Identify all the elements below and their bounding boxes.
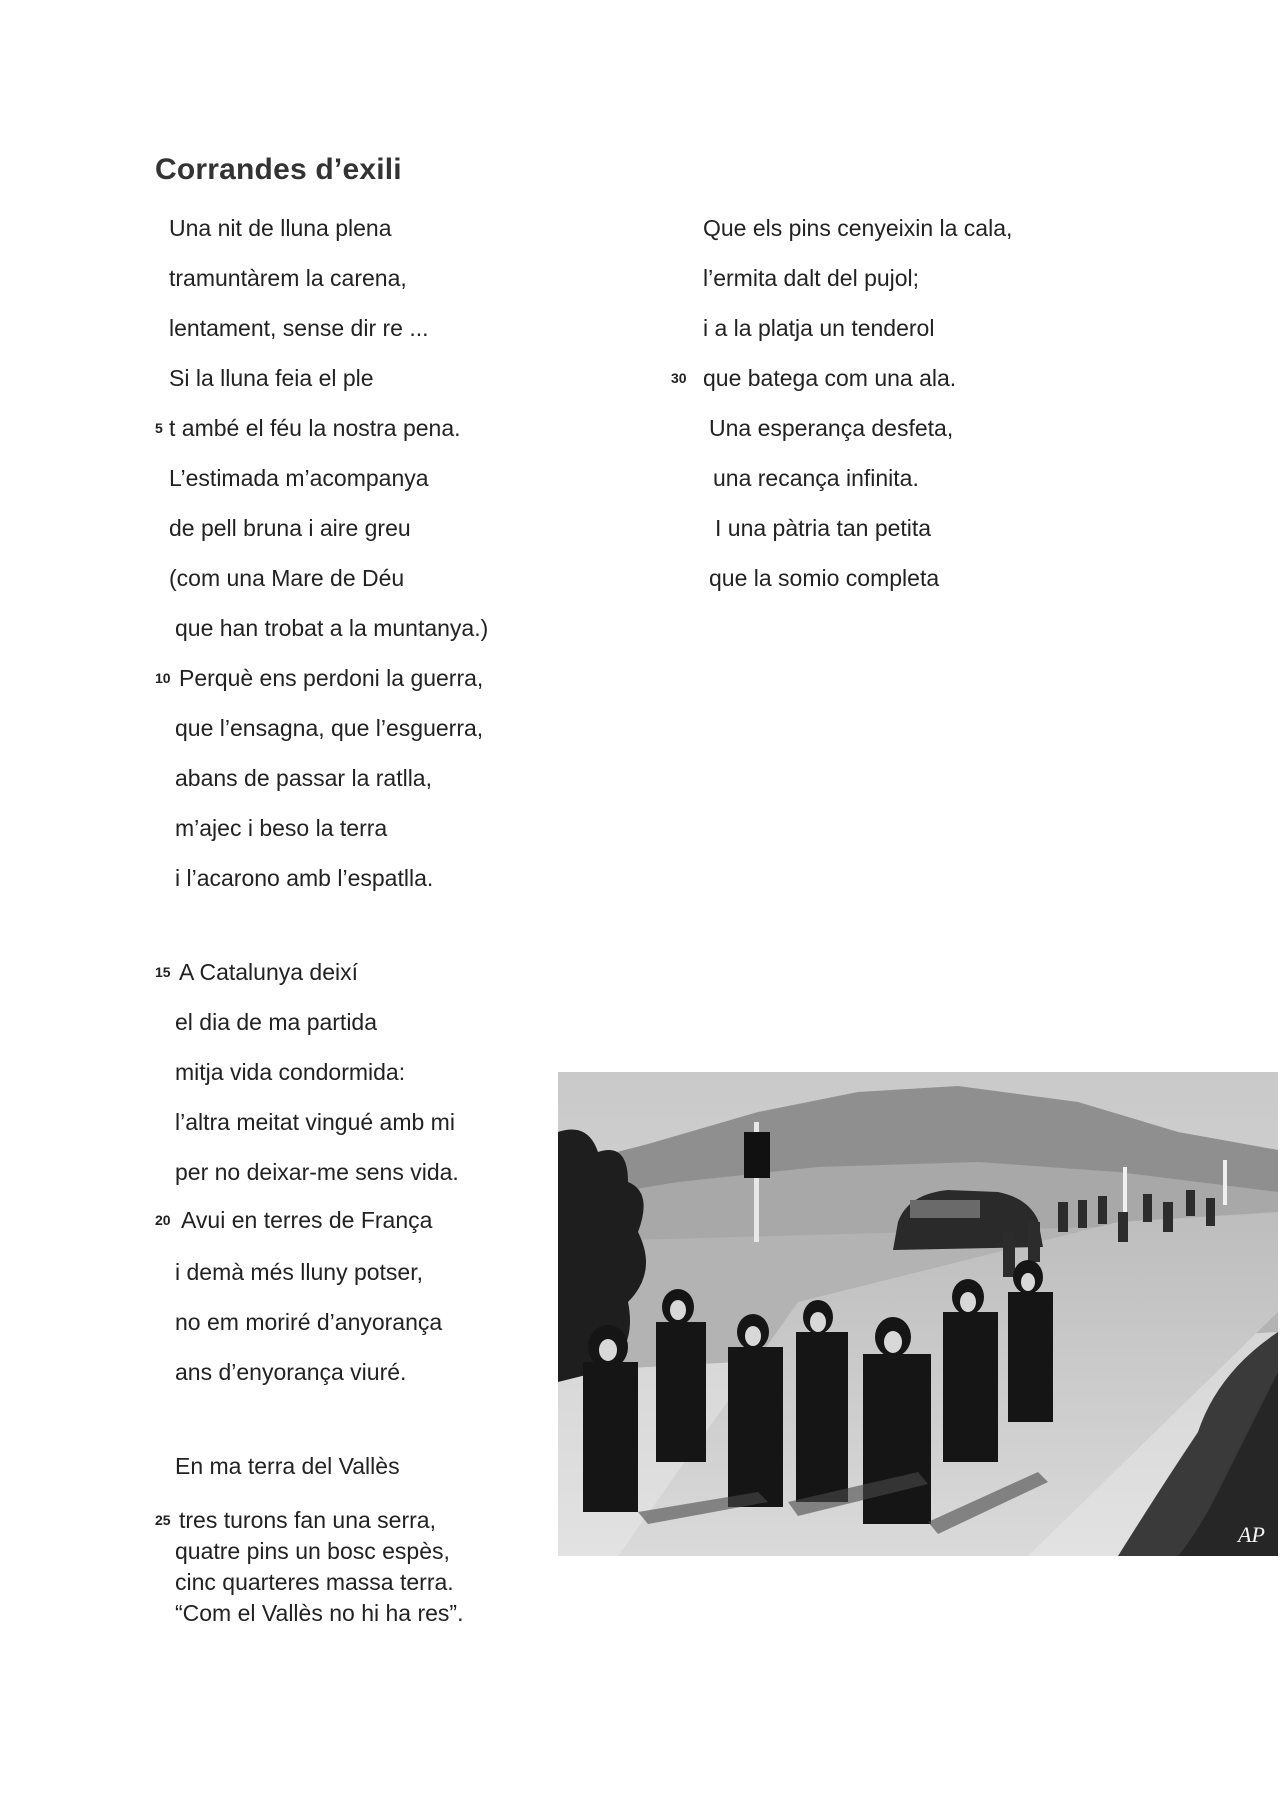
poem-line: l’altra meitat vingué amb mi (175, 1109, 455, 1135)
poem-line: que batega com una ala. (703, 365, 957, 391)
poem-line: Una esperança desfeta, (709, 415, 954, 441)
poem-line: I una pàtria tan petita (715, 515, 932, 541)
line-number: 25 (155, 1512, 171, 1528)
line-number: 15 (155, 964, 171, 980)
poem-line: ans d’enyorança viuré. (175, 1359, 407, 1385)
poem-line: i l’acarono amb l’espatlla. (175, 865, 434, 891)
poem-line: lentament, sense dir re ... (169, 315, 429, 341)
poem-line: per no deixar-me sens vida. (175, 1159, 459, 1185)
poem-line: cinc quarteres massa terra. (175, 1569, 454, 1595)
poem-line: quatre pins un bosc espès, (175, 1538, 450, 1564)
poem-line: que l’ensagna, que l’esguerra, (175, 715, 484, 741)
poem-line: Que els pins cenyeixin la cala, (703, 215, 1013, 241)
poem-line: Si la lluna feia el ple (169, 365, 374, 391)
poem-line: i a la platja un tenderol (703, 315, 935, 341)
line-number: 30 (671, 370, 687, 386)
poem-line: que han trobat a la muntanya.) (175, 615, 489, 641)
poem-line: no em moriré d’anyorança (175, 1309, 443, 1335)
poem-line: abans de passar la ratlla, (175, 765, 432, 791)
refugees-photo (558, 1072, 1278, 1556)
photo-signature: AP (1238, 1522, 1265, 1547)
line-number: 20 (155, 1212, 171, 1228)
poem-line: “Com el Vallès no hi ha res”. (175, 1600, 464, 1626)
poem-line: Una nit de lluna plena (169, 215, 392, 241)
poem-line: A Catalunya deixí (179, 959, 359, 985)
poem-title: Corrandes d’exili (155, 153, 402, 186)
poem-line: Perquè ens perdoni la guerra, (179, 665, 484, 691)
poem-line: m’ajec i beso la terra (175, 815, 388, 841)
poem-line: tres turons fan una serra, (179, 1507, 436, 1533)
poem-line: i demà més lluny potser, (175, 1259, 424, 1285)
poem-line: tramuntàrem la carena, (169, 265, 407, 291)
poem-line: En ma terra del Vallès (175, 1453, 400, 1479)
poem-line: de pell bruna i aire greu (169, 515, 411, 541)
poem-line: L’estimada m’acompanya (169, 465, 429, 491)
poem-line: Avui en terres de França (181, 1207, 433, 1233)
poem-line: una recança infinita. (713, 465, 919, 491)
poem-line: que la somio completa (709, 565, 940, 591)
poem-line: l’ermita dalt del pujol; (703, 265, 920, 291)
line-number: 5 (155, 420, 163, 436)
poem-line: (com una Mare de Déu (169, 565, 405, 591)
poem-line: mitja vida condormida: (175, 1059, 406, 1085)
poem-line: el dia de ma partida (175, 1009, 378, 1035)
line-number: 10 (155, 670, 171, 686)
poem-line: t ambé el féu la nostra pena. (169, 415, 461, 441)
